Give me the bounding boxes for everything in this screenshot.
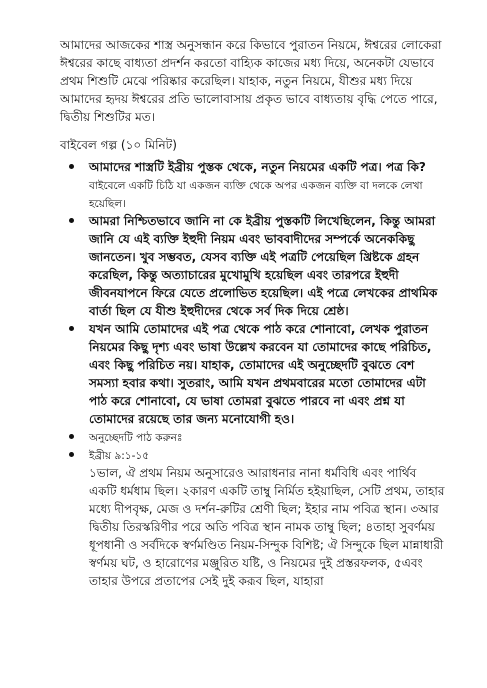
- bullet-dot-icon: [69, 326, 74, 331]
- bullet-normal-text: ইব্রীয় ৯:১-১৫: [89, 450, 150, 462]
- bullet-strong-text: আমরা নিশ্চিতভাবে জানি না কে ইব্রীয় পুস্তকটি লিখেছিলেন, কিন্তু আমরা জানি যে এই ব্যক্তি ইহুদী নিয়ম এবং ভাববাদীদের সম্পর্কে অনেককিছু জানতেন। খুব সম্ভবত, যেসব ব্যক্তি এই পত্রটি পেয়েছিল খ্রিষ্টকে গ্রহন করেছিল, কিন্তু অত্যাচারের মুখোমুখি হয়েছিল এবং তারপরে ইহুদী জীবনযাপনে ফিরে যেতে প্রলোভিত হয়েছিল। এই পত্রে লেখকের প্রাথমিক বার্তা ছিল যে যীশু ইহুদীদের থেকে সর্ব দিক দিয়ে শ্রেষ্ঠ।: [89, 214, 438, 318]
- document-body: [60, 36, 445, 590]
- bullet-dot-icon: [69, 218, 74, 223]
- scripture-passage: ১ভাল, ঐ প্রথম নিয়ম অনুসারেও আরাধনার নানা ধর্মবিধি এবং পার্থিব একটি ধর্মধাম ছিল। ২কারণ একটি তাম্বু নির্মিত হইয়াছিল, সেটি প্রথম, তাহার মধ্যে দীপবৃক্ষ, মেজ ও দর্শন-রুটির শ্রেণী ছিল; ইহার নাম পবিত্র স্থান। ৩আর দ্বিতীয় তিরস্করিণীর পরে অতি পবিত্র স্থান নামক তাম্বু ছিল; ৪তাহা সুবর্ণময় ধূপধানী ও সর্বদিকে স্বর্ণমণ্ডিত নিয়ম-সিন্দুক বিশিষ্ট; ঐ সিন্দুকে ছিল মান্নাধারী স্বর্ণময় ঘট, ও হারোণের মঞ্জুরিত যষ্টি, ও নিয়মের দুই প্রস্তরফলক, ৫এবং তাহার উপরে প্রতাপের সেই দুই করূব ছিল, যাহারা: [89, 466, 445, 588]
- bullet-strong-text: আমাদের শাস্ত্রটি ইব্রীয় পুস্তক থেকে, নতুন নিয়মের একটি পত্র। পত্র কি?: [89, 160, 426, 174]
- bullet-item: [60, 320, 445, 428]
- bullet-list: [60, 158, 445, 590]
- bullet-item: [60, 158, 445, 212]
- bullet-item: [60, 428, 445, 446]
- bullet-item: [60, 212, 445, 320]
- bullet-dot-icon: [69, 164, 74, 169]
- bullet-item: [60, 446, 445, 590]
- bullet-dot-icon: [69, 434, 74, 439]
- bullet-normal-text: অনুচ্ছেদটি পাঠ করুনঃ: [89, 432, 183, 444]
- bullet-dot-icon: [69, 452, 74, 457]
- bullet-normal-text: বাইবেলে একটি চিঠি যা একজন ব্যক্তি থেকে অপর একজন ব্যক্তি বা দলকে লেখা হয়েছিল।: [89, 180, 423, 210]
- bullet-strong-text: যখন আমি তোমাদের এই পত্র থেকে পাঠ করে শোনাবো, লেখক পুরাতন নিয়মের কিছু দৃশ্য এবং ভাষা উল্লেখ করবেন যা তোমাদের কাছে পরিচিত, এবং কিছু পরিচিত নয়। যাহাক, তোমাদের এই অনুচ্ছেদটি বুঝতে বেশ সমস্যা হবার কথা। সুতরাং, আমি যখন প্রথমবারের মতো তোমাদের এটা পাঠ করে শোনাবো, যে ভাষা তোমরা বুঝতে পারবে না এবং প্রশ্ন যা তোমাদের রয়েছে তার জন্য মনোযোগী হও।: [89, 322, 432, 426]
- section-heading: বাইবেল গল্প (১০ মিনিট): [60, 138, 177, 152]
- intro-paragraph: আমাদের আজকের শাস্ত্র অনুসন্ধান করে কিভাবে পুরাতন নিয়মে, ঈশ্বরের লোকেরা ঈশ্বরের কাছে বাধ্যতা প্রদর্শন করতো বাহ্যিক কাজের মধ্য দিয়ে, অনেকটা যেভাবে প্রথম শিশুটি মেঝে পরিষ্কার করেছিল। যাহাক, নতুন নিয়মে, যীশুর মধ্য দিয়ে আমাদের হৃদয় ঈশ্বরের প্রতি ভালোবাসায় প্রকৃত ভাবে বাধ্যতায় বৃদ্ধি পেতে পারে, দ্বিতীয় শিশুটির মত।: [60, 38, 442, 124]
